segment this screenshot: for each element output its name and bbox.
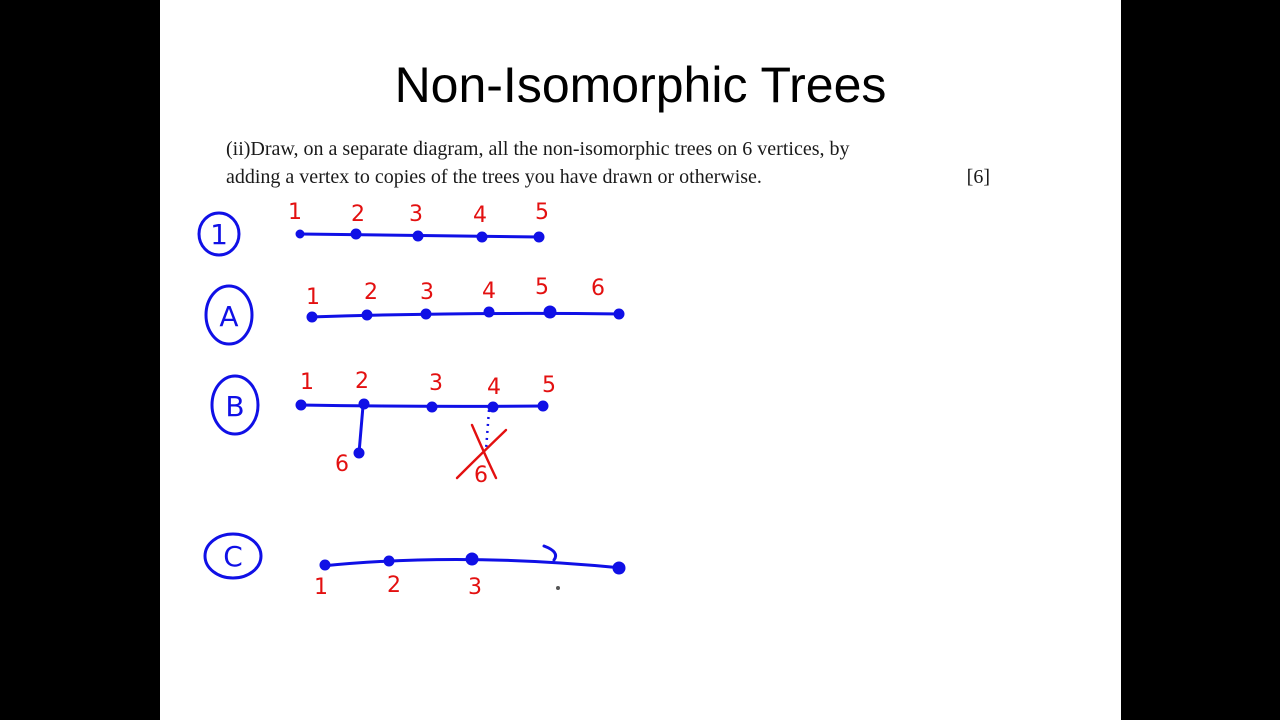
tree-1 bbox=[199, 200, 549, 255]
tree-a-edges bbox=[310, 313, 622, 317]
tree-a-label-1: 1 bbox=[306, 285, 320, 310]
tree-1-vertex-4 bbox=[477, 232, 487, 242]
tree-1-vertex-1 bbox=[296, 230, 304, 238]
tree-a-label-6: 6 bbox=[591, 276, 605, 301]
tree-b-edges bbox=[300, 405, 546, 406]
tree-b-branch-label: 6 bbox=[335, 452, 349, 477]
tree-a-label-3: 3 bbox=[420, 280, 434, 305]
tree-a bbox=[206, 275, 624, 344]
tree-1-label-4: 4 bbox=[473, 203, 487, 228]
tree-c-vertex-4 bbox=[613, 562, 625, 574]
slide bbox=[160, 0, 1121, 720]
tree-a-vertex-1 bbox=[307, 312, 317, 322]
tree-b-label-4: 4 bbox=[487, 375, 501, 400]
tree-c bbox=[205, 534, 625, 600]
tree-c-label-1: 1 bbox=[314, 575, 328, 600]
tree-c-vertex-1 bbox=[320, 560, 330, 570]
tree-b-label-3: 3 bbox=[429, 371, 443, 396]
tree-1-label-1: 1 bbox=[288, 200, 302, 225]
tree-c-hook-stroke bbox=[544, 546, 556, 560]
slide-title: Non-Isomorphic Trees bbox=[394, 57, 887, 113]
tree-1-vertex-2 bbox=[351, 229, 361, 239]
tree-1-vertex-3 bbox=[413, 231, 423, 241]
tree-1-vertex-5 bbox=[534, 232, 544, 242]
question-text-2: adding a vertex to copies of the trees you have drawn or otherwise. bbox=[226, 166, 762, 188]
tree-a-vertex-4 bbox=[484, 307, 494, 317]
tree-1-tag: 1 bbox=[210, 218, 228, 251]
tree-a-vertex-2 bbox=[362, 310, 372, 320]
tree-1-label-2: 2 bbox=[351, 202, 365, 227]
tree-b-label-5: 5 bbox=[542, 373, 556, 398]
question-text-1: (ii)Draw, on a separate diagram, all the non-isomorphic trees on 6 vertices, by bbox=[226, 138, 850, 160]
tree-a-label-4: 4 bbox=[482, 279, 496, 304]
tree-a-vertex-6 bbox=[614, 309, 624, 319]
tree-c-vertex-3 bbox=[466, 553, 478, 565]
tree-1-label-5: 5 bbox=[535, 200, 549, 225]
tree-b-vertex-6 bbox=[354, 448, 364, 458]
tree-b-crossed-label: 6 bbox=[474, 463, 488, 488]
tree-b-label-1: 1 bbox=[300, 370, 314, 395]
tree-a-label-5: 5 bbox=[535, 275, 549, 300]
tree-b-branch-edge bbox=[359, 406, 363, 453]
tree-a-label-2: 2 bbox=[364, 280, 378, 305]
tree-a-tag: A bbox=[219, 300, 239, 333]
tree-b-label-2: 2 bbox=[355, 369, 369, 394]
tree-c-vertex-2 bbox=[384, 556, 394, 566]
question-marks: [6] bbox=[966, 166, 990, 188]
tree-c-label-2: 2 bbox=[387, 573, 401, 598]
tree-b-tag: B bbox=[225, 390, 245, 423]
tree-b-vertex-3 bbox=[427, 402, 437, 412]
tree-b-vertex-2 bbox=[359, 399, 369, 409]
tree-a-vertex-5 bbox=[544, 306, 556, 318]
tree-c-label-3: 3 bbox=[468, 575, 482, 600]
tree-b-dotted-edge bbox=[486, 410, 489, 450]
tree-c-tag: C bbox=[223, 540, 243, 573]
tree-b-vertex-5 bbox=[538, 401, 548, 411]
tree-b-vertex-1 bbox=[296, 400, 306, 410]
handwritten-diagrams bbox=[160, 0, 1121, 720]
tree-c-pen-dot bbox=[556, 586, 560, 590]
tree-b bbox=[212, 369, 556, 488]
tree-1-label-3: 3 bbox=[409, 202, 423, 227]
tree-a-vertex-3 bbox=[421, 309, 431, 319]
